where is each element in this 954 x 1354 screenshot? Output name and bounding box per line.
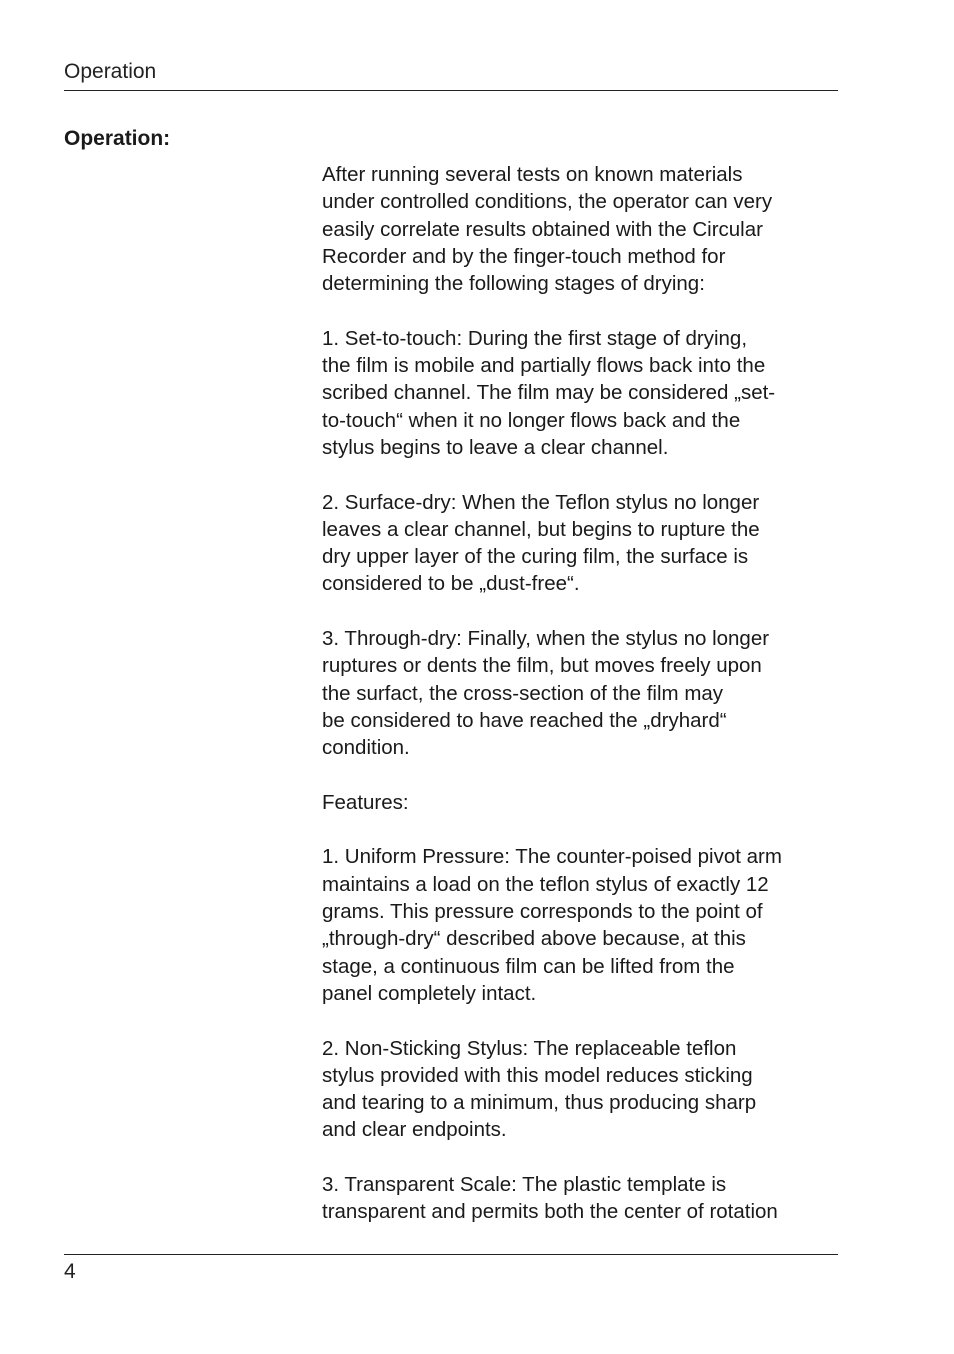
stage-surface-dry-paragraph: 2. Surface-dry: When the Teflon stylus no longer leaves a clear channel, but begins to rupture the dry upper layer of the curing film, the surface is considered to be „dust-free“. xyxy=(322,490,760,596)
section-title: Operation: xyxy=(64,127,171,150)
feature-uniform-pressure-paragraph: 1. Uniform Pressure: The counter-poised pivot arm maintains a load on the teflon stylus of exactly 12 grams. This pressure corresponds to the point of „through-dry“ described above because, at this stage, a continuous film can be lifted from the panel completely intact. xyxy=(322,845,782,1005)
page-number: 4 xyxy=(64,1260,76,1283)
body-text-column xyxy=(322,161,842,1226)
running-header: Operation xyxy=(64,60,157,83)
header-divider xyxy=(64,90,838,91)
features-heading: Features: xyxy=(322,790,409,814)
intro-paragraph: After running several tests on known materials under controlled conditions, the operator can very easily correlate results obtained with the Circular Recorder and by the finger-touch method for determining the following stages of drying: xyxy=(322,163,773,296)
footer-divider xyxy=(64,1254,838,1255)
stage-through-dry-paragraph: 3. Through-dry: Finally, when the stylus no longer ruptures or dents the film, but moves freely upon the surfact, the cross-section of the film may be considered to have reached the „dryhard“ condition. xyxy=(322,627,770,760)
stage-set-to-touch-paragraph: 1. Set-to-touch: During the first stage of drying, the film is mobile and partially flows back into the scribed channel. The film may be considered „set- to-touch“ when it no longer flows back and the stylus begins to leave a clear channel. xyxy=(322,326,776,459)
feature-non-sticking-stylus-paragraph: 2. Non-Sticking Stylus: The replaceable teflon stylus provided with this model reduces sticking and tearing to a minimum, thus producing sharp and clear endpoints. xyxy=(322,1036,757,1142)
feature-transparent-scale-paragraph: 3. Transparent Scale: The plastic template is transparent and permits both the center of rotation xyxy=(322,1172,778,1224)
